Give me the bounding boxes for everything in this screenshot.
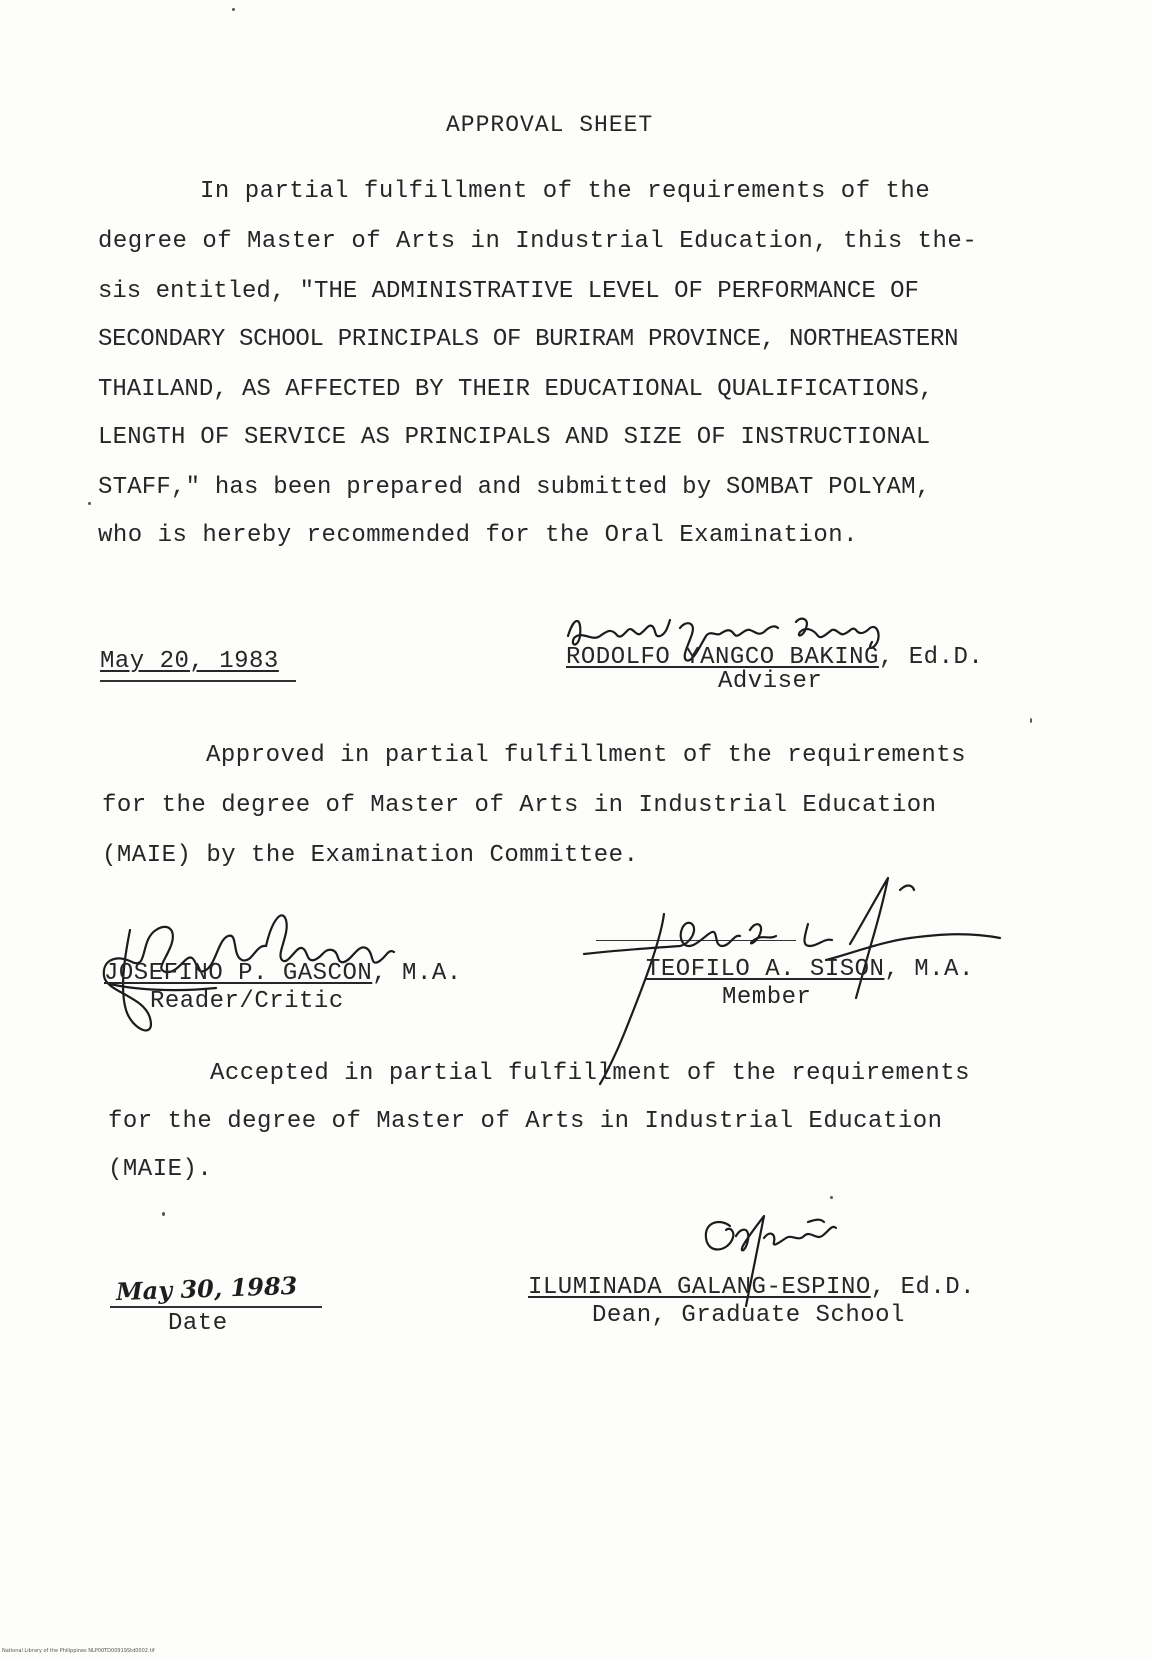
dean-date-underline [110, 1306, 322, 1308]
paragraph1-line-2: degree of Master of Arts in Industrial Education, this the- [98, 228, 978, 255]
member-name: TEOFILO A. SISON [646, 956, 885, 983]
member-role: Member [722, 984, 812, 1011]
reader-critic-role: Reader/Critic [150, 988, 344, 1015]
dean-name: ILUMINADA GALANG-ESPINO [528, 1274, 871, 1301]
page-title: APPROVAL SHEET [446, 112, 654, 138]
member-name-line [646, 956, 974, 983]
paragraph1-line-5: THAILAND, AS AFFECTED BY THEIR EDUCATIONAL QUALIFICATIONS, [98, 376, 934, 403]
adviser-degree: , Ed.D. [878, 644, 984, 671]
scan-speck [830, 1196, 833, 1199]
scan-speck [88, 502, 91, 505]
adviser-name-line [566, 644, 983, 671]
paragraph1-line-1: In partial fulfillment of the requirements of the [200, 178, 931, 205]
dean-degree: , Ed.D. [870, 1274, 976, 1301]
paragraph1-line-7: STAFF," has been prepared and submitted by SOMBAT POLYAM, [98, 474, 931, 501]
paragraph2-line-1: Approved in partial fulfillment of the requirements [206, 742, 967, 769]
adviser-name: RODOLFO YANGCO BAKING [566, 644, 879, 671]
adviser-date-underline [100, 680, 296, 682]
paragraph1-line-3: sis entitled, "THE ADMINISTRATIVE LEVEL OF PERFORMANCE OF [98, 278, 919, 305]
paragraph2-line-3: (MAIE) by the Examination Committee. [102, 842, 639, 869]
dean-handwritten-date: May 30, 1983 [115, 1270, 298, 1307]
scan-speck [232, 8, 235, 11]
reader-critic-name: JOSEFINO P. GASCON [104, 960, 373, 987]
paragraph2-line-2: for the degree of Master of Arts in Industrial Education [102, 792, 937, 819]
paragraph1-line-4: SECONDARY SCHOOL PRINCIPALS OF BURIRAM PROVINCE, NORTHEASTERN [98, 326, 959, 353]
scan-speck [162, 1212, 165, 1216]
scan-footer: National Library of the Philippines NLP00TD00919Std0002.tif [2, 1648, 155, 1654]
dean-name-line [528, 1274, 975, 1301]
paragraph1-line-8: who is hereby recommended for the Oral Examination. [98, 522, 859, 549]
scan-speck [1030, 718, 1032, 723]
reader-critic-name-line [104, 960, 462, 987]
paragraph3-line-2: for the degree of Master of Arts in Industrial Education [108, 1108, 943, 1135]
paragraph3-line-1: Accepted in partial fulfillment of the requirements [210, 1060, 971, 1087]
dean-role: Dean, Graduate School [592, 1302, 905, 1329]
adviser-date: May 20, 1983 [100, 648, 279, 675]
adviser-role: Adviser [718, 668, 823, 695]
member-degree: , M.A. [884, 956, 974, 983]
dean-date-label: Date [168, 1310, 228, 1337]
reader-critic-degree: , M.A. [372, 960, 462, 987]
paragraph3-line-3: (MAIE). [108, 1156, 213, 1183]
paragraph1-line-6: LENGTH OF SERVICE AS PRINCIPALS AND SIZE OF INSTRUCTIONAL [98, 424, 931, 451]
